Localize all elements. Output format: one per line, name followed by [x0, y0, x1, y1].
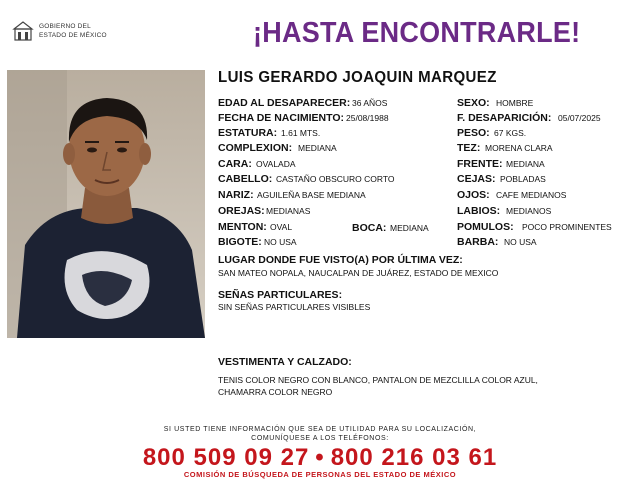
boca-label: BOCA:	[352, 222, 387, 234]
tez-label: TEZ:	[457, 142, 481, 154]
cara-value: OVALADA	[256, 159, 296, 169]
person-photo-image	[7, 70, 205, 338]
peso-label: PESO:	[457, 127, 490, 139]
menton-value: OVAL	[270, 222, 293, 232]
pomulos-value: POCO PROMINENTES	[522, 222, 612, 232]
person-name: LUIS GERARDO JOAQUIN MARQUEZ	[218, 69, 497, 86]
boca-value: MEDIANA	[390, 223, 429, 233]
frente-label: FRENTE:	[457, 158, 503, 170]
headline: ¡HASTA ENCONTRARLE!	[253, 17, 581, 49]
labios-label: LABIOS:	[457, 205, 501, 217]
orejas-label: OREJAS:	[218, 205, 265, 217]
cejas-label: CEJAS:	[457, 173, 496, 185]
logo-text-line2: ESTADO DE MÉXICO	[39, 32, 107, 39]
menton-label: MENTON:	[218, 221, 267, 233]
commission-name: COMISIÓN DE BÚSQUEDA DE PERSONAS DEL ESTADO DE MÉXICO	[183, 470, 457, 479]
government-logo	[12, 18, 112, 46]
tez-value: MORENA CLARA	[485, 143, 553, 153]
distinguishing-marks-label: SEÑAS PARTICULARES:	[218, 289, 343, 301]
complexion-value: MEDIANA	[298, 143, 337, 153]
distinguishing-marks-value: SIN SEÑAS PARTICULARES VISIBLES	[218, 302, 371, 312]
fecha-desaparicion-label: F. DESAPARICIÓN:	[457, 112, 552, 124]
peso-value: 67 KGS.	[494, 128, 527, 138]
clothing-label: VESTIMENTA Y CALZADO:	[218, 356, 352, 368]
estatura-label: ESTATURA:	[218, 127, 278, 139]
clothing-line1: TENIS COLOR NEGRO CON BLANCO, PANTALON DE MEZCLILLA COLOR AZUL,	[218, 375, 538, 385]
pomulos-label: POMULOS:	[457, 221, 514, 233]
edad-value: 36 AÑOS	[352, 98, 388, 108]
sexo-value: HOMBRE	[496, 98, 534, 108]
phone-numbers	[0, 444, 640, 472]
fecha-nacimiento-value: 25/08/1988	[346, 113, 389, 123]
bigote-label: BIGOTE:	[218, 236, 262, 248]
clothing-line2: CHAMARRA COLOR NEGRO	[218, 387, 333, 397]
state-emblem-icon	[12, 20, 34, 42]
labios-value: MEDIANOS	[506, 206, 552, 216]
barba-label: BARBA:	[457, 236, 499, 248]
nariz-label: NARIZ:	[218, 189, 254, 201]
cejas-value: POBLADAS	[500, 174, 546, 184]
ojos-label: OJOS:	[457, 189, 490, 201]
bigote-value: NO USA	[264, 237, 297, 247]
frente-value: MEDIANA	[506, 159, 545, 169]
edad-label: EDAD AL DESAPARECER:	[218, 97, 351, 109]
last-seen-label: LUGAR DONDE FUE VISTO(A) POR ÚLTIMA VEZ:	[218, 254, 463, 266]
cabello-value: CASTAÑO OBSCURO CORTO	[276, 174, 395, 184]
fecha-nacimiento-label: FECHA DE NACIMIENTO:	[218, 112, 344, 124]
ojos-value: CAFE MEDIANOS	[496, 190, 567, 200]
cabello-label: CABELLO:	[218, 173, 273, 185]
phone-number-2[interactable]: 800 216 03 61	[330, 444, 498, 471]
logo-text-line1: GOBIERNO DEL	[39, 23, 91, 30]
separator-dot: •	[315, 444, 325, 471]
phone-number-1[interactable]: 800 509 09 27	[142, 444, 310, 471]
barba-value: NO USA	[504, 237, 537, 247]
info-text-line2: COMUNÍQUESE A LOS TELÉFONOS:	[251, 435, 389, 442]
complexion-label: COMPLEXION:	[218, 142, 293, 154]
fecha-desaparicion-value: 05/07/2025	[558, 113, 601, 123]
info-text-line1: SI USTED TIENE INFORMACIÓN QUE SEA DE UTILIDAD PARA SU LOCALIZACIÓN,	[163, 426, 477, 433]
estatura-value: 1.61 MTS.	[281, 128, 321, 138]
orejas-value: MEDIANAS	[266, 206, 311, 216]
person-photo	[7, 70, 205, 338]
last-seen-value: SAN MATEO NOPALA, NAUCALPAN DE JUÁREZ, ESTADO DE MEXICO	[218, 268, 499, 278]
sexo-label: SEXO:	[457, 97, 490, 109]
nariz-value: AGUILEÑA BASE MEDIANA	[257, 190, 366, 200]
cara-label: CARA:	[218, 158, 252, 170]
